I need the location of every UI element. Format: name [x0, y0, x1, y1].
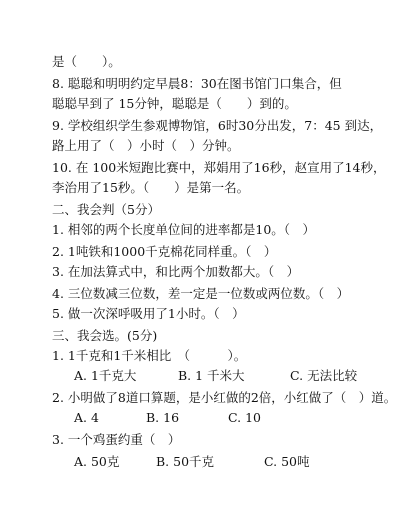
judge-item-4: 4. 三位数减三位数，差一定是一位数或两位数。（ ） — [52, 286, 350, 301]
judge-item-5: 5. 做一次深呼吸用了1小时。（ ） — [52, 306, 245, 321]
choice-q2-stem: 2. 小明做了8道口算题，是小红做的2倍，小红做了（ ）道。 — [52, 390, 397, 405]
choice-q2-option-c: C. 10 — [228, 410, 261, 425]
choice-q1-option-a: A. 1千克大 — [74, 368, 137, 383]
choice-q3-option-c: C. 50吨 — [264, 454, 310, 469]
judge-item-2: 2. 1吨铁和1000千克棉花同样重。（ ） — [52, 244, 277, 259]
choice-q3-option-a: A. 50克 — [74, 454, 120, 469]
question-10-line-1: 10. 在 100米短跑比赛中，郑娟用了16秒，赵宣用了14秒， — [52, 160, 386, 175]
choice-q2-option-a: A. 4 — [74, 410, 99, 425]
question-8-line-1: 8. 聪聪和明明约定早晨8：30在图书馆门口集合，但 — [52, 76, 342, 91]
choice-q3-stem: 3. 一个鸡蛋约重（ ） — [52, 432, 181, 447]
choice-q2-option-b: B. 16 — [146, 410, 180, 425]
choice-q3-option-b: B. 50千克 — [156, 454, 215, 469]
judge-item-1: 1. 相邻的两个长度单位间的进率都是10。（ ） — [52, 222, 316, 237]
question-10-line-2: 李治用了15秒。（ ）是第一名。 — [52, 180, 250, 195]
question-7-tail: 是（ ）。 — [52, 54, 121, 69]
question-9-line-2: 路上用了（ ）小时（ ）分钟。 — [52, 138, 240, 153]
question-8-line-2: 聪聪早到了 15分钟，聪聪是（ ）到的。 — [52, 96, 297, 111]
choice-q1-stem: 1. 1千克和1千米相比 （ ）。 — [52, 348, 247, 363]
question-9-line-1: 9. 学校组织学生参观博物馆，6时30分出发，7：45 到达， — [52, 118, 383, 133]
section-2-title: 二、我会判（5分） — [52, 202, 160, 217]
judge-item-3: 3. 在加法算式中，和比两个加数都大。（ ） — [52, 264, 300, 279]
choice-q1-option-c: C. 无法比较 — [290, 368, 358, 383]
section-3-title: 三、我会选。(5分) — [52, 328, 158, 343]
choice-q1-option-b: B. 1 千米大 — [178, 368, 245, 383]
